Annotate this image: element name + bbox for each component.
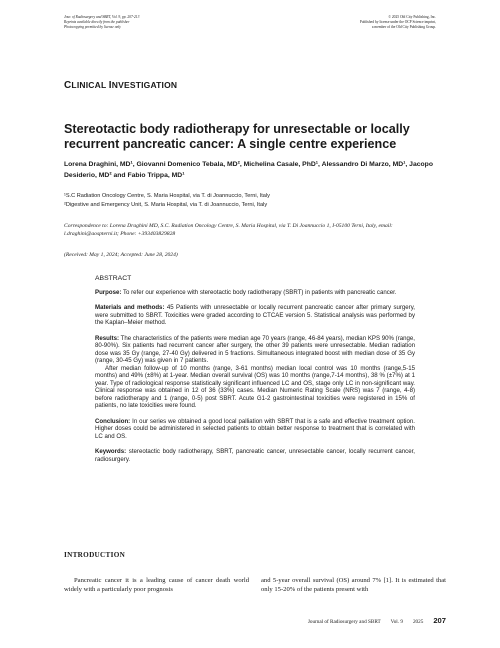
author-list: Lorena Draghini, MD¹, Giovanni Domenico Tebala, MD², Michelina Casale, PhD¹, Alessandro Di Marzo, MD¹, Jacopo Desiderio, MD² and Fabio Trippa, MD¹ xyxy=(64,161,433,179)
affiliation-2: ²Digestive and Emergency Unit, S. Maria Hospital, via T. di Joannuccio, Terni, Italy xyxy=(64,201,268,208)
header-copyright-line: © 2025 Old City Publishing, Inc. xyxy=(388,15,436,19)
abstract-conclusion: Conclusion: In our series we obtained a good local palliation with SBRT that is a safe and effective treatment option. Higher doses could be administered in selected patients to obtain better response to treatment that is correlated with LC and OS. xyxy=(95,417,415,440)
abstract-purpose: Purpose: To refer our experience with stereotactic body radiotherapy (SBRT) in patients with pancreatic cancer. xyxy=(95,288,397,296)
running-header-left xyxy=(64,15,234,30)
introduction-column-left: Pancreatic cancer it is a leading cause of cancer death world widely with a particularly poor prognosis xyxy=(64,577,249,594)
footer-journal: Journal of Radiosurgery and SBRT xyxy=(307,619,381,625)
article-type-label: CLINICAL INVESTIGATION xyxy=(64,80,178,91)
abstract-heading: ABSTRACT xyxy=(95,275,132,282)
footer-volume: Vol. 9 xyxy=(390,619,403,625)
header-license-line: Published by license under the OCP Science imprint, xyxy=(359,20,436,24)
affiliations xyxy=(64,192,444,209)
header-photocopy-line: Photocopying permitted by license only xyxy=(64,25,121,29)
page-footer xyxy=(308,616,446,625)
abstract xyxy=(95,275,415,471)
header-member-line: a member of the Old City Publishing Group. xyxy=(371,25,436,29)
abstract-results: Results: The characteristics of the patients were median age 70 years (range, 46-84 years), median KPS 90% (range, 80-90%). Six patients had recurrent cancer after surgery, the other 39 patients were unresectable. Median radiation dose was 35 Gy (range, 27-40 Gy) delivered in 5 fractions. Simultaneous integrated boost with median dose of 35 Gy (range, 30-45 Gy) was given in 7 patients. After median follow-up of 10 months (range, 3-61 months) median local control was 10 months (range,5-15 months) and 49% (±8%) at 1-year. Median overall survival (OS) was 10 months (range,7-14 months), 38 % (±7%) at 1 year. Type of radiological response statistically significant influenced LC and OS, stage only LC in non-significant way. Clinical response was obtained in 12 of 36 (33%) cases. Median Numeric Rating Scale (NRS) was 7 (range, 4-8) before radiotherapy and 1 (range, 0-5) post SBRT. Acute G1-2 gastrointestinal toxicities were registered in 15% of patients, no late toxicities were found. xyxy=(95,334,415,409)
running-header-right xyxy=(246,15,436,30)
header-journal-line: Jour. of Radiosurgery and SBRT, Vol. 9, pp. 207-213 xyxy=(64,15,140,19)
affiliation-1: ¹S.C Radiation Oncology Centre, S. Maria Hospital, via T. di Joannuccio, Terni, Italy xyxy=(64,193,270,199)
article-title: Stereotactic body radiotherapy for unresectable or locally recurrent pancreatic cancer: A single centre experience xyxy=(64,122,410,151)
abstract-keywords: Keywords: stereotactic body radiotherapy, SBRT, pancreatic cancer, unresectable cancer, locally recurrent cancer, radiosurgery. xyxy=(95,448,415,463)
introduction-heading: INTRODUCTION xyxy=(64,551,126,559)
header-reprints-line: Reprints available directly from the publisher xyxy=(64,20,130,24)
received-dates: (Received: May 1, 2024; Accepted: June 28, 2024) xyxy=(64,252,178,258)
abstract-methods: Materials and methods: 45 Patients with unresectable or locally recurrent pancreatic cancer after primary surgery, were submitted to SBRT. Toxicities were graded according to CTCAE version 5. Statistical analysis was performed by the Kaplan–Meier method. xyxy=(95,304,415,326)
correspondence: Correspondence to: Lorena Draghini MD, S.C. Radiation Oncology Centre, S. Maria Hospital, via T. Di Joannuccio 1, I-05100 Terni, Italy, email: l.draghini@aospterni.it; Phone: +393403829828 xyxy=(64,223,393,238)
footer-year: 2025 xyxy=(412,619,424,625)
page-number: 207 xyxy=(433,616,446,625)
introduction-column-right: and 5-year overall survival (OS) around 7% [1]. It is estimated that only 15-20% of the patients present with xyxy=(261,577,446,594)
